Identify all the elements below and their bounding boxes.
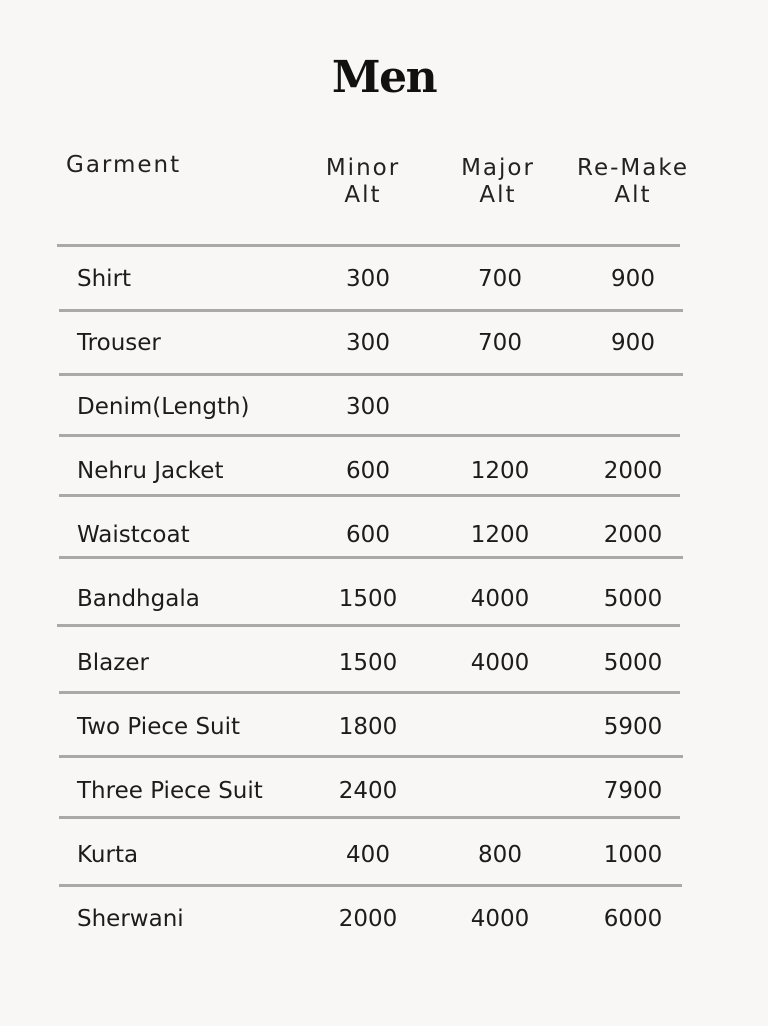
- row-divider: [59, 884, 682, 887]
- garment-name: Shirt: [77, 266, 132, 292]
- row-divider: [57, 624, 680, 627]
- remake-alt-price: 2000: [603, 522, 663, 548]
- remake-alt-price: 7900: [603, 778, 663, 804]
- remake-alt-price: 5000: [603, 586, 663, 612]
- column-header-remake-alt: [558, 155, 708, 209]
- row-divider: [59, 434, 680, 437]
- column-header-major-alt: [423, 155, 573, 209]
- column-header-minor-alt-line-1: Minor: [325, 155, 401, 181]
- column-header-minor-alt-line-2: Alt: [344, 182, 382, 208]
- major-alt-price: 1200: [470, 458, 530, 484]
- garment-name: Blazer: [77, 650, 149, 676]
- garment-name: Denim(Length): [77, 394, 250, 420]
- column-header-minor-alt: [288, 155, 438, 209]
- column-header-major-alt-line-2: Alt: [479, 182, 517, 208]
- row-divider: [59, 556, 683, 559]
- minor-alt-price: 300: [346, 266, 390, 292]
- remake-alt-price: 5000: [603, 650, 663, 676]
- row-divider: [59, 691, 680, 694]
- major-alt-price: 800: [478, 842, 522, 868]
- garment-name: Kurta: [77, 842, 139, 868]
- minor-alt-price: 300: [346, 394, 390, 420]
- row-divider: [59, 494, 680, 497]
- major-alt-price: 700: [478, 266, 522, 292]
- column-header-garment: Garment: [66, 152, 182, 178]
- garment-name: Bandhgala: [77, 586, 200, 612]
- row-divider: [59, 309, 683, 312]
- row-divider: [57, 244, 680, 247]
- major-alt-price: 4000: [470, 906, 530, 932]
- minor-alt-price: 600: [346, 458, 390, 484]
- row-divider: [59, 755, 683, 758]
- remake-alt-price: 900: [611, 266, 655, 292]
- row-divider: [59, 816, 680, 819]
- minor-alt-price: 1800: [338, 714, 398, 740]
- minor-alt-price: 2400: [338, 778, 398, 804]
- minor-alt-price: 300: [346, 330, 390, 356]
- column-header-remake-alt-line-2: Alt: [614, 182, 652, 208]
- garment-name: Sherwani: [77, 906, 184, 932]
- remake-alt-price: 5900: [603, 714, 663, 740]
- major-alt-price: 700: [478, 330, 522, 356]
- column-header-remake-alt-line-1: Re-Make: [577, 155, 689, 181]
- major-alt-price: 4000: [470, 650, 530, 676]
- minor-alt-price: 400: [346, 842, 390, 868]
- minor-alt-price: 1500: [338, 586, 398, 612]
- garment-name: Trouser: [77, 330, 161, 356]
- garment-name: Two Piece Suit: [77, 714, 241, 740]
- major-alt-price: 4000: [470, 586, 530, 612]
- remake-alt-price: 1000: [603, 842, 663, 868]
- minor-alt-price: 1500: [338, 650, 398, 676]
- garment-name: Waistcoat: [77, 522, 190, 548]
- garment-name: Nehru Jacket: [77, 458, 224, 484]
- page-title: Men: [331, 52, 437, 103]
- remake-alt-price: 900: [611, 330, 655, 356]
- remake-alt-price: 2000: [603, 458, 663, 484]
- column-header-major-alt-line-1: Major: [461, 155, 535, 181]
- row-divider: [59, 373, 683, 376]
- minor-alt-price: 2000: [338, 906, 398, 932]
- minor-alt-price: 600: [346, 522, 390, 548]
- major-alt-price: 1200: [470, 522, 530, 548]
- garment-name: Three Piece Suit: [77, 778, 263, 804]
- remake-alt-price: 6000: [603, 906, 663, 932]
